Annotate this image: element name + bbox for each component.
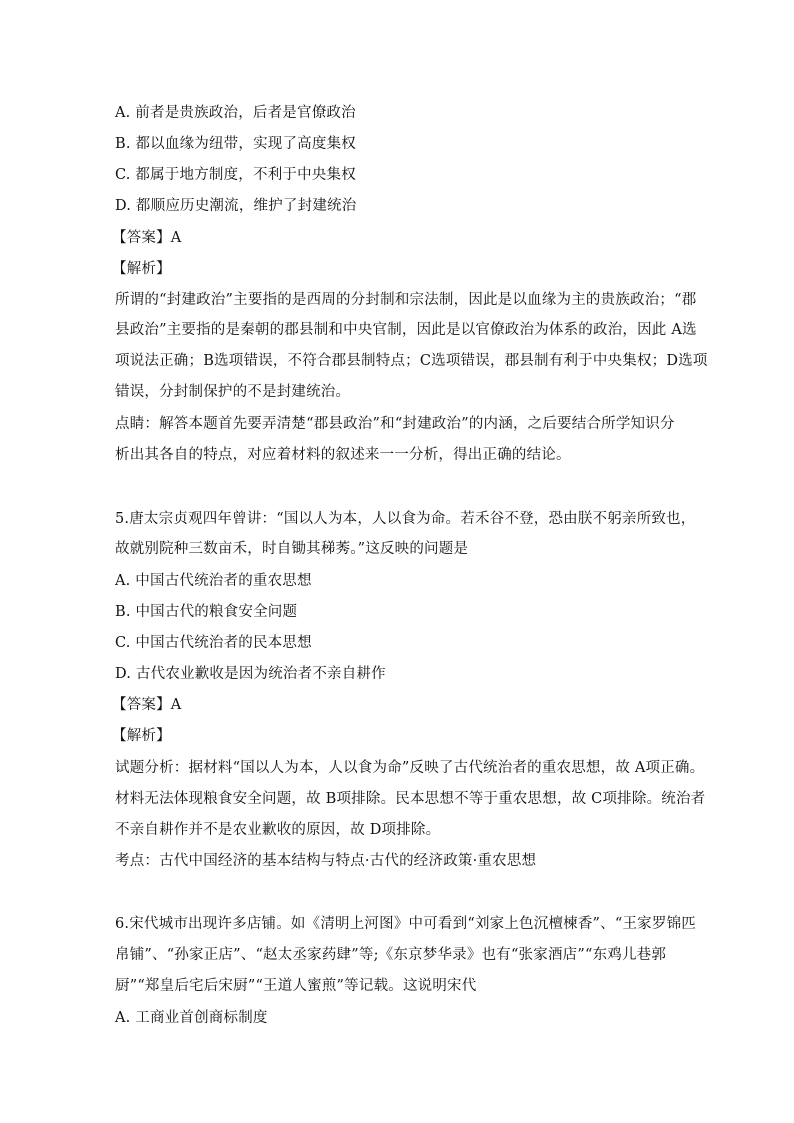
q6-stem-line: 厨”“郑皇后宅后宋厨”“王道人蜜煎”等记载。这说明宋代 xyxy=(115,978,477,994)
q4-option-b: B. 都以血缘为纽带，实现了高度集权 xyxy=(115,136,356,152)
q6-stem-line: 6.宋代城市出现许多店铺。如《清明上河图》中可看到“刘家上色沉檀楝香”、“王家罗锦匹 xyxy=(115,916,696,932)
q5-option-c: C. 中国古代统治者的民本思想 xyxy=(115,635,312,651)
q5-analysis-label: 【解析】 xyxy=(112,728,171,744)
q4-analysis-line: 县政治”主要指的是秦朝的郡县制和中央官制，因此是以官僚政治为体系的政治，因此 A选 xyxy=(115,322,697,338)
q4-analysis-line: 项说法正确；B选项错误，不符合郡县制特点；C选项错误，郡县制有利于中央集权；D选项 xyxy=(115,353,708,369)
q5-option-a: A. 中国古代统治者的重农思想 xyxy=(115,573,312,589)
q4-option-c: C. 都属于地方制度，不利于中央集权 xyxy=(115,167,356,183)
q4-tip-line: 点睛：解答本题首先要弄清楚“郡县政治”和“封建政治”的内涵，之后要结合所学知识分 xyxy=(115,416,675,432)
q5-answer: 【答案】A xyxy=(112,697,182,713)
q5-option-d: D. 古代农业歉收是因为统治者不亲自耕作 xyxy=(115,666,386,682)
q6-stem-line: 帛铺”、“孙家正店”、“赵太丞家药肆”等;《东京梦华录》也有“张家酒店”“东鸡儿巷郭 xyxy=(115,947,667,963)
q5-stem-line: 5.唐太宗贞观四年曾讲：“国以人为本，人以食为命。若禾谷不登，恐由朕不躬亲所致也， xyxy=(115,511,696,527)
q4-tip-line: 析出其各自的特点，对应着材料的叙述来一一分析，得出正确的结论。 xyxy=(115,447,571,463)
q4-analysis-line: 所谓的“封建政治”主要指的是西周的分封制和宗法制，因此是以血缘为主的贵族政治；“郡 xyxy=(115,292,697,308)
q5-analysis-line: 试题分析：据材料“国以人为本，人以食为命”反映了古代统治者的重农思想，故 A项正确。 xyxy=(115,760,705,776)
q5-stem-line: 故就别院种三数亩禾，时自锄其稊莠。”这反映的问题是 xyxy=(115,541,469,557)
q4-option-d: D. 都顺应历史潮流，维护了封建统治 xyxy=(115,198,357,214)
q4-analysis-label: 【解析】 xyxy=(112,261,171,277)
q4-option-a: A. 前者是贵族政治，后者是官僚政治 xyxy=(115,105,356,121)
q6-option-a: A. 工商业首创商标制度 xyxy=(115,1010,268,1026)
q5-analysis-line: 不亲自耕作并不是农业歉收的原因，故 D项排除。 xyxy=(115,822,441,838)
q5-kaodian: 考点：古代中国经济的基本结构与特点·古代的经济政策·重农思想 xyxy=(115,853,537,869)
q5-analysis-line: 材料无法体现粮食安全问题，故 B项排除。民本思想不等于重农思想，故 C项排除。统治者 xyxy=(115,791,706,807)
q4-analysis-line: 错误，分封制保护的不是封建统治。 xyxy=(115,384,351,400)
q4-answer: 【答案】A xyxy=(112,230,182,246)
q5-option-b: B. 中国古代的粮食安全问题 xyxy=(115,604,298,620)
